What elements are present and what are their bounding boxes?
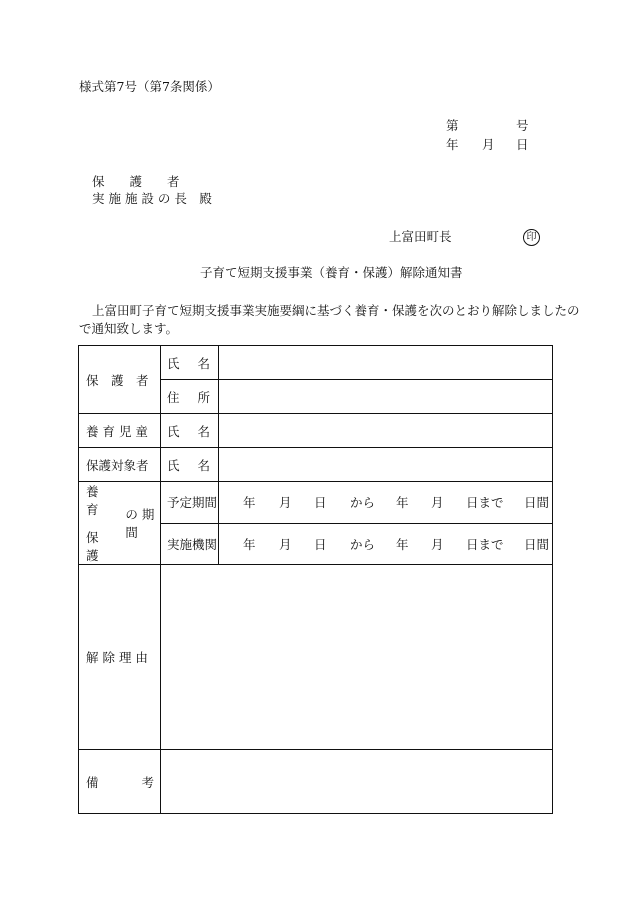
guardian-name-label: 氏 名 (161, 346, 219, 380)
doc-no-go: 号 (516, 118, 529, 133)
recipient-facility-head: 実 施 施 設 の 長 殿 (92, 191, 212, 206)
period-header-c: の 期間 (125, 507, 155, 540)
date-month: 月 (482, 137, 495, 152)
guardian-name-field[interactable] (219, 346, 553, 380)
guardian-address-field[interactable] (219, 380, 553, 414)
period-header-b: 保 護 (86, 530, 112, 563)
form-number: 様式第7号（第7条関係） (79, 79, 220, 94)
reason-header: 解 除 理 由 (79, 565, 161, 750)
actual-period-row[interactable]: 年 月 日 から 年 月 日まで 日間 (219, 523, 553, 565)
guardian-address-label: 住 所 (161, 380, 219, 414)
period-header-a: 養 育 (86, 484, 112, 517)
planned-period-row[interactable]: 年 月 日 から 年 月 日まで 日間 (219, 482, 553, 524)
actual-period-label: 実施機関 (161, 523, 219, 565)
document-title: 子育て短期支援事業（養育・保護）解除通知書 (200, 265, 463, 280)
seal-mark: 印 (523, 229, 540, 246)
date-year: 年 (446, 137, 459, 152)
guardian-header: 保 護 者 (79, 346, 161, 414)
doc-no-dai: 第 (446, 118, 459, 133)
child-header: 養 育 児 童 (79, 414, 161, 448)
body-line-1: 上富田町子育て短期支援事業実施要綱に基づく養育・保護を次のとおり解除しましたの (92, 303, 580, 318)
period-header (79, 482, 161, 565)
notice-table (78, 345, 553, 814)
recipient-guardian: 保 護 者 (92, 174, 180, 189)
planned-period-label: 予定期間 (161, 482, 219, 524)
child-name-field[interactable] (219, 414, 553, 448)
body-line-2: で通知致します。 (79, 321, 179, 336)
protected-name-label: 氏 名 (161, 448, 219, 482)
issuer-name: 上富田町長 (389, 229, 452, 244)
protected-name-field[interactable] (219, 448, 553, 482)
protected-header: 保護対象者 (79, 448, 161, 482)
remarks-field[interactable] (161, 750, 553, 814)
remarks-header: 備 考 (79, 750, 161, 814)
reason-field[interactable] (161, 565, 553, 750)
date-day: 日 (516, 137, 529, 152)
child-name-label: 氏 名 (161, 414, 219, 448)
